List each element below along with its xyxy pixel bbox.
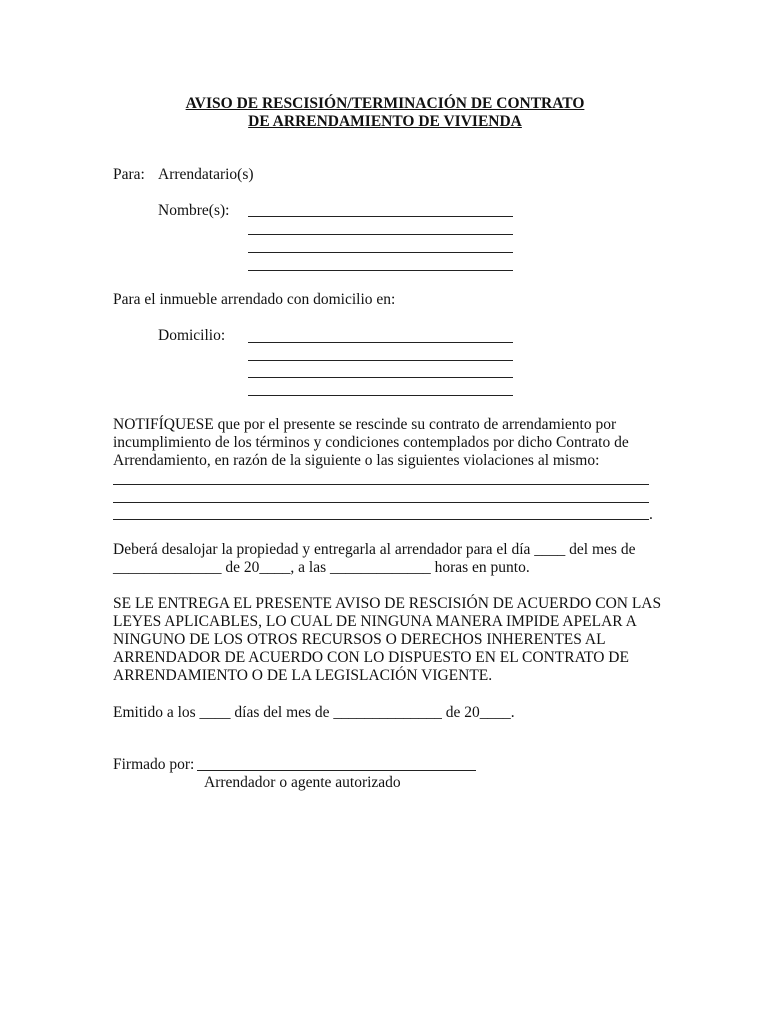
vacate-line-1: Deberá desalojar la propiedad y entregarla al arrendador para el día ____ del mes de — [113, 541, 636, 558]
violations-end-period: . — [649, 506, 653, 523]
signature-field-line[interactable] — [197, 770, 476, 771]
to-label: Para: — [113, 166, 145, 183]
names-field-line-1[interactable] — [248, 216, 513, 217]
issued-line: Emitido a los ____ días del mes de ______________ de 20____. — [113, 704, 515, 721]
legal-line-4: ARRENDADOR DE ACUERDO CON LO DISPUESTO EN EL CONTRATO DE — [113, 649, 629, 666]
address-field-line-3[interactable] — [248, 377, 513, 378]
address-label: Domicilio: — [158, 327, 226, 344]
notice-line-3: Arrendamiento, en razón de la siguiente o las siguientes violaciones al mismo: — [113, 452, 600, 469]
notice-line-2: incumplimiento de los términos y condiciones contemplados por dicho Contrato de — [113, 434, 629, 451]
signature-label: Firmado por: — [113, 756, 195, 773]
legal-line-5: ARRENDAMIENTO O DE LA LEGISLACIÓN VIGENTE. — [113, 667, 493, 684]
property-intro: Para el inmueble arrendado con domicilio en: — [113, 291, 396, 308]
document-title-line-1: AVISO DE RESCISIÓN/TERMINACIÓN DE CONTRATO — [185, 95, 585, 112]
document-title-line-2: DE ARRENDAMIENTO DE VIVIENDA — [248, 113, 522, 130]
notice-line-1: NOTIFÍQUESE que por el presente se rescinde su contrato de arrendamiento por — [113, 416, 617, 433]
to-value: Arrendatario(s) — [158, 166, 254, 183]
vacate-line-2: ______________ de 20____, a las _____________ horas en punto. — [113, 559, 530, 576]
signature-caption: Arrendador o agente autorizado — [204, 774, 401, 791]
address-field-line-2[interactable] — [248, 360, 513, 361]
names-field-line-3[interactable] — [248, 252, 513, 253]
names-field-line-2[interactable] — [248, 234, 513, 235]
violations-field-line-1[interactable] — [113, 484, 649, 485]
names-label: Nombre(s): — [158, 202, 230, 219]
names-field-line-4[interactable] — [248, 270, 513, 271]
legal-line-3: NINGUNO DE LOS OTROS RECURSOS O DERECHOS INHERENTES AL — [113, 631, 606, 648]
address-field-line-4[interactable] — [248, 395, 513, 396]
legal-line-1: SE LE ENTREGA EL PRESENTE AVISO DE RESCISIÓN DE ACUERDO CON LAS — [113, 595, 662, 612]
violations-field-line-2[interactable] — [113, 502, 649, 503]
address-field-line-1[interactable] — [248, 342, 513, 343]
violations-field-line-3[interactable] — [113, 519, 649, 520]
legal-line-2: LEYES APLICABLES, LO CUAL DE NINGUNA MANERA IMPIDE APELAR A — [113, 613, 637, 630]
